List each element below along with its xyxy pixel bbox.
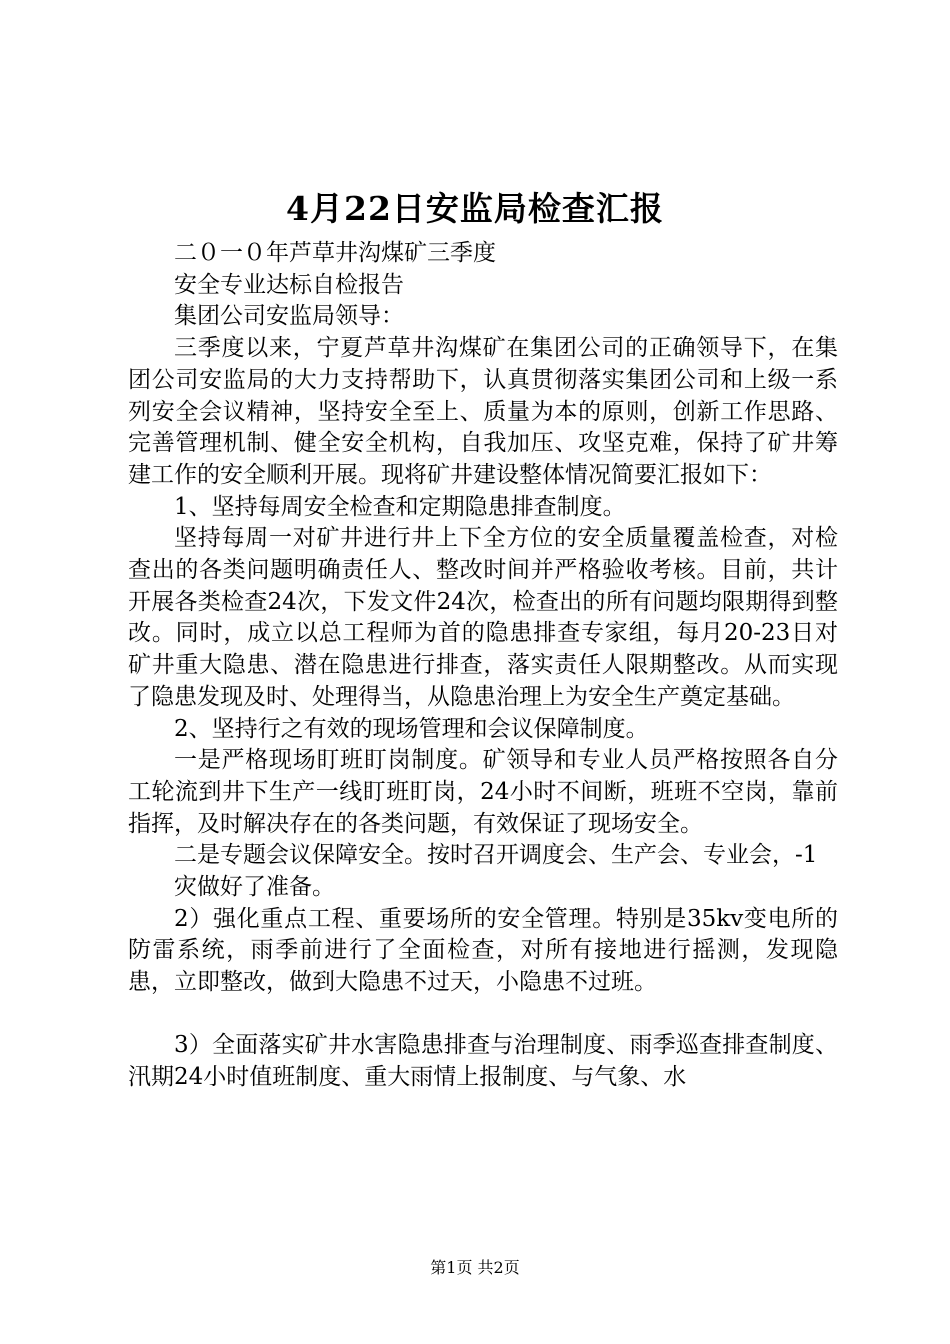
- paragraph-intro: 三季度以来，宁夏芦草井沟煤矿在集团公司的正确领导下，在集团公司安监局的大力支持帮助下，认真贯彻落实集团公司和上级一系列安全会议精神，坚持安全至上、质量为本的原则，创新工作思路、完善管理机制、健全安全机构，自我加压、攻坚克难，保持了矿井筹建工作的安全顺利开展。现将矿井建设整体情况简要汇报如下：: [128, 335, 838, 488]
- paragraph-fragment: 灾做好了准备。: [174, 874, 335, 901]
- paragraph-inspection: 坚持每周一对矿井进行井上下全方位的安全质量覆盖检查，对检查出的各类问题明确责任人、整改时间并严格验收考核。目前，共计开展各类检查24次，下发文件24次，检查出的所有问题均限期得到整改。同时，成立以总工程师为首的隐患排查专家组，每月20-23日对矿井重大隐患、潜在隐患进行排查，落实责任人限期整改。从而实现了隐患发现及时、处理得当，从隐患治理上为安全生产奠定基础。: [128, 525, 838, 710]
- paragraph-subtitle-1: 二０一０年芦草井沟煤矿三季度: [174, 240, 496, 266]
- paragraph-heading-2: 2、坚持行之有效的现场管理和会议保障制度。: [174, 715, 649, 742]
- paragraph-salutation: 集团公司安监局领导：: [174, 303, 404, 330]
- document-body: [128, 238, 838, 1093]
- paragraph-meetings: 二是专题会议保障安全。按时召开调度会、生产会、专业会，-1: [174, 842, 818, 869]
- paragraph-heading-1: 1、坚持每周安全检查和定期隐患排查制度。: [174, 493, 626, 520]
- paragraph-water-hazard: 3）全面落实矿井水害隐患排查与治理制度、雨季巡查排查制度、汛期24小时值班制度、重大雨情上报制度、与气象、水: [128, 1031, 838, 1090]
- paragraph-subtitle-2: 安全专业达标自检报告: [174, 271, 404, 298]
- paragraph-key-projects: 2）强化重点工程、重要场所的安全管理。特别是35kv变电所的防雷系统，雨季前进行了全面检查，对所有接地进行摇测，发现隐患，立即整改，做到大隐患不过天，小隐患不过班。: [128, 905, 838, 996]
- paragraph-onsite-duty: 一是严格现场盯班盯岗制度。矿领导和专业人员严格按照各自分工轮流到井下生产一线盯班盯岗，24小时不间断，班班不空岗，靠前指挥，及时解决存在的各类问题，有效保证了现场安全。: [128, 747, 838, 837]
- page-footer: 第1页 共2页: [430, 1258, 520, 1277]
- document-title: 4月22日安监局检查汇报: [286, 189, 664, 228]
